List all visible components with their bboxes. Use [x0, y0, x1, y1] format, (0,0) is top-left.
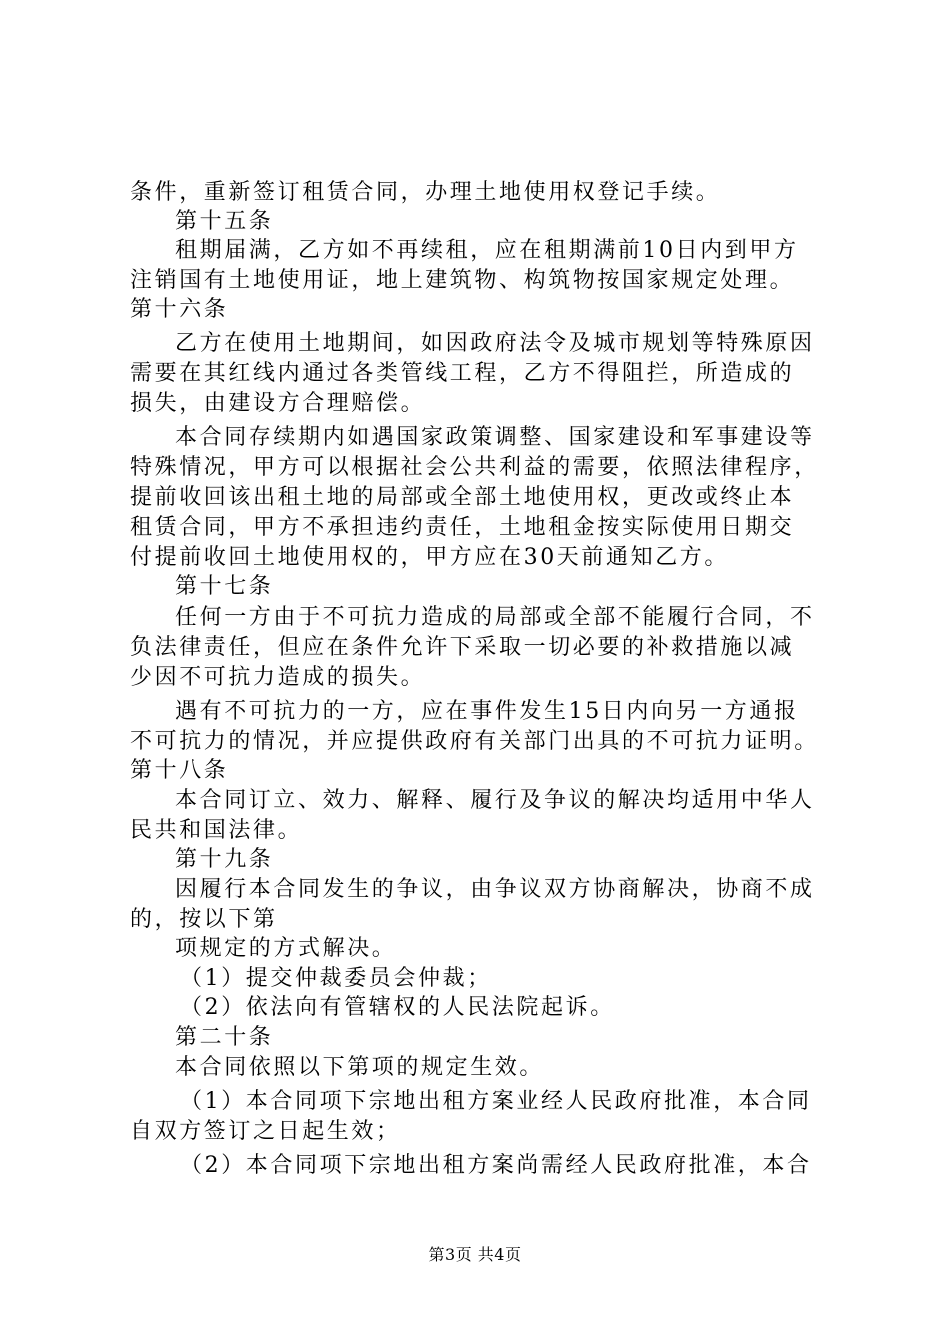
- text-line: 任何一方由于不可抗力造成的局部或全部不能履行合同，不: [175, 605, 815, 630]
- list-item: （1）提交仲裁委员会仲裁；: [180, 966, 492, 991]
- text-line: 民共和国法律。: [130, 818, 303, 843]
- text-line: 本合同依照以下第项的规定生效。: [175, 1055, 545, 1080]
- text-line: 本合同存续期内如遇国家政策调整、国家建设和军事建设等: [175, 425, 815, 450]
- text-line: 项规定的方式解决。: [175, 936, 397, 961]
- text-line: 遇有不可抗力的一方，应在事件发生15日内向另一方通报: [175, 699, 799, 724]
- text-line: 乙方在使用土地期间，如因政府法令及城市规划等特殊原因: [175, 331, 815, 356]
- text-line: 损失，由建设方合理赔偿。: [130, 391, 426, 416]
- text-line: 特殊情况，甲方可以根据社会公共利益的需要，依照法律程序，: [130, 455, 819, 480]
- list-item: （2）本合同项下宗地出租方案尚需经人民政府批准，本合: [180, 1153, 812, 1178]
- text-line: 注销国有土地使用证，地上建筑物、构筑物按国家规定处理。: [130, 268, 795, 293]
- text-line: 不可抗力的情况，并应提供政府有关部门出具的不可抗力证明。: [130, 729, 819, 754]
- text-line: 需要在其红线内通过各类管线工程，乙方不得阻拦，所造成的: [130, 361, 795, 386]
- text-line: 本合同订立、效力、解释、履行及争议的解决均适用中华人: [175, 788, 815, 813]
- list-item: （1）本合同项下宗地出租方案业经人民政府批准，本合同: [180, 1089, 812, 1114]
- text-line: 条件，重新签订租赁合同，办理土地使用权登记手续。: [130, 180, 721, 205]
- text-line: 提前收回该出租土地的局部或全部土地使用权，更改或终止本: [130, 485, 795, 510]
- article-heading: 第十七条: [175, 574, 274, 599]
- text-line: 少因不可抗力造成的损失。: [130, 665, 426, 690]
- text-line: 付提前收回土地使用权的，甲方应在30天前通知乙方。: [130, 545, 729, 570]
- text-line: 自双方签订之日起生效；: [130, 1119, 401, 1144]
- article-heading: 第十八条: [130, 758, 229, 783]
- text-line: 负法律责任，但应在条件允许下采取一切必要的补救措施以减: [130, 635, 795, 660]
- text-line: 因履行本合同发生的争议，由争议双方协商解决，协商不成: [175, 877, 815, 902]
- text-line: 的，按以下第: [130, 907, 278, 932]
- article-heading: 第十九条: [175, 847, 274, 872]
- text-line: 租期届满，乙方如不再续租，应在租期满前10日内到甲方: [175, 238, 799, 263]
- text-line: 租赁合同，甲方不承担违约责任，土地租金按实际使用日期交: [130, 515, 795, 540]
- article-heading: 第十五条: [175, 209, 274, 234]
- article-heading: 第十六条: [130, 297, 229, 322]
- article-heading: 第二十条: [175, 1025, 274, 1050]
- page-footer: 第3页 共4页: [428, 1245, 522, 1264]
- list-item: （2）依法向有管辖权的人民法院起诉。: [180, 995, 615, 1020]
